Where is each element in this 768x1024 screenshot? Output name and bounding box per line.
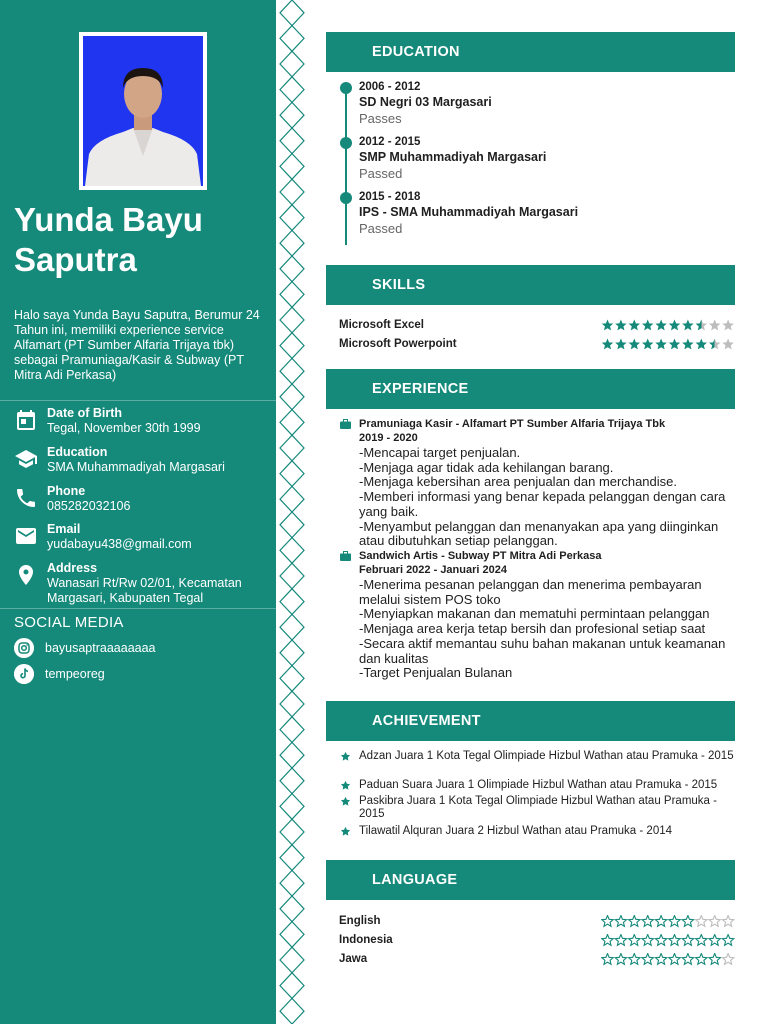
rating-star-icon (602, 320, 613, 331)
education-years: 2012 - 2015 (359, 136, 421, 148)
language-rating-stars (601, 934, 735, 947)
duty-item: -Menerima pesanan pelanggan dan menerima pembayaran melalui sistem POS toko (359, 577, 702, 607)
photo-background (83, 36, 203, 186)
language-rating-stars (601, 915, 735, 928)
social-handle: bayusaptraaaaaaaa (45, 641, 156, 655)
duty-item: -Menjaga agar tidak ada kehilangan barang. (359, 459, 614, 475)
experience-period: 2019 - 2020 (359, 432, 418, 444)
duty-item: -Menyambut pelanggan dan menanyakan apa yang diinginkan atau dibutuhkan setiap pelanggan. (359, 518, 719, 549)
diamond-border-decoration (276, 0, 308, 1024)
rating-star-icon (722, 916, 733, 927)
rating-star-icon (696, 339, 707, 350)
rating-star-icon (682, 916, 693, 927)
contact-label: Phone (47, 484, 86, 498)
rating-star-icon (655, 916, 666, 927)
skills-title: SKILLS (372, 277, 426, 293)
achievement-text: Paduan Suara Juara 1 Olimpiade Hizbul Wathan atau Pramuka - 2015 (359, 779, 718, 791)
contact-label: Education (47, 445, 108, 459)
diamond-shape (280, 563, 304, 589)
sidebar (0, 0, 276, 1024)
diamond-shape (280, 128, 304, 154)
profile-name: Yunda Bayu Saputra (14, 201, 203, 278)
diamond-shape (280, 358, 304, 384)
rating-star-icon (642, 916, 653, 927)
language-row (339, 934, 735, 950)
rating-star-icon (669, 954, 680, 965)
contact-label: Email (47, 522, 81, 536)
contact-label: Address (47, 561, 98, 575)
diamond-shape (280, 486, 304, 512)
rating-star-icon (709, 935, 720, 946)
rating-star-icon (709, 954, 720, 965)
diamond-shape (280, 384, 304, 410)
education-school: IPS - SMA Muhammadiyah Margasari (359, 205, 579, 219)
diamond-shape (280, 870, 304, 896)
rating-star-icon (615, 954, 626, 965)
diamond-shape (280, 77, 304, 103)
diamond-shape (280, 794, 304, 820)
diamond-shape (280, 845, 304, 871)
education-years: 2006 - 2012 (359, 81, 421, 93)
rating-star-icon (682, 954, 693, 965)
star-bullet-icon (340, 780, 351, 791)
star-bullet-icon (340, 751, 351, 762)
rating-star-icon (696, 916, 707, 927)
diamond-shape (280, 614, 304, 640)
contact-value[interactable]: 085282032106 (47, 499, 131, 513)
education-title: EDUCATION (372, 44, 460, 60)
diamond-shape (280, 742, 304, 768)
rating-star-icon (722, 935, 733, 946)
language-row (339, 953, 735, 969)
diamond-shape (280, 896, 304, 922)
rating-star-icon (696, 954, 707, 965)
rating-star-icon (722, 954, 733, 965)
rating-star-icon (602, 916, 613, 927)
contact-value: Tegal, November 30th 1999 (47, 421, 201, 435)
rating-star-icon (615, 320, 626, 331)
star-bullet-icon (340, 826, 351, 837)
duty-item: -Target Penjualan Bulanan (359, 665, 513, 681)
contact-value: SMA Muhammadiyah Margasari (47, 460, 225, 474)
rating-star-icon (722, 339, 733, 350)
rating-star-icon (709, 916, 720, 927)
diamond-shape (280, 435, 304, 461)
diamond-shape (280, 998, 304, 1024)
timeline-dot-icon (340, 192, 352, 204)
language-rating-stars (601, 953, 735, 966)
duty-item: -Menjaga kebersihan area penjualan dan merchandise. (359, 474, 677, 490)
rating-star-icon (642, 320, 653, 331)
location-pin-icon (14, 563, 38, 587)
education-years: 2015 - 2018 (359, 191, 421, 203)
briefcase-icon (340, 419, 351, 429)
diamond-shape (280, 0, 304, 26)
achievement-title: ACHIEVEMENT (372, 713, 481, 729)
achievement-header (326, 701, 735, 741)
contact-value: Wanasari Rt/Rw 02/01, Kecamatan Margasari, Kabupaten Tegal (47, 576, 242, 605)
divider (0, 400, 276, 401)
rating-star-icon (629, 935, 640, 946)
skills-header (326, 265, 735, 305)
rating-star-icon (642, 339, 653, 350)
language-name: Indonesia (339, 934, 393, 946)
education-school: SD Negri 03 Margasari (359, 95, 492, 109)
diamond-shape (280, 102, 304, 128)
rating-star-icon (696, 320, 707, 331)
mail-icon (14, 524, 38, 548)
education-status: Passed (359, 221, 403, 236)
diamond-shape (280, 256, 304, 282)
language-header (326, 860, 735, 900)
diamond-shape (280, 26, 304, 52)
diamond-shape (280, 819, 304, 845)
diamond-shape (280, 538, 304, 564)
achievement-text: Tilawatil Alquran Juara 2 Hizbul Wathan atau Pramuka - 2014 (359, 825, 673, 837)
rating-star-icon (709, 320, 720, 331)
contact-label: Date of Birth (47, 406, 122, 420)
diamond-shape (280, 947, 304, 973)
rating-star-icon (602, 339, 613, 350)
duty-item: -Secara aktif memantau suhu bahan makanan untuk keamanan dan kualitas (359, 635, 726, 666)
duty-list (359, 446, 737, 549)
social-instagram[interactable] (14, 638, 264, 658)
rating-star-icon (655, 954, 666, 965)
diamond-shape (280, 666, 304, 692)
rating-star-icon (696, 935, 707, 946)
diamond-shape (280, 691, 304, 717)
experience-title: Sandwich Artis - Subway PT Mitra Adi Perkasa (359, 550, 602, 562)
rating-star-icon (655, 935, 666, 946)
diamond-shape (280, 51, 304, 77)
star-bullet-icon (340, 796, 351, 807)
diamond-shape (280, 333, 304, 359)
achievement-text: Adzan Juara 1 Kota Tegal Olimpiade Hizbul Wathan atau Pramuka - 2015 (359, 750, 734, 762)
rating-star-icon (682, 339, 693, 350)
rating-star-icon (629, 320, 640, 331)
profile-photo (79, 32, 207, 190)
diamond-shape (280, 154, 304, 180)
rating-star-icon (655, 339, 666, 350)
language-name: Jawa (339, 953, 368, 965)
skill-rating-stars (601, 319, 735, 332)
rating-star-icon (682, 935, 693, 946)
rating-star-icon (709, 339, 720, 350)
briefcase-icon (340, 551, 351, 561)
rating-star-icon (615, 935, 626, 946)
diamond-shape (280, 717, 304, 743)
experience-title: Pramuniaga Kasir - Alfamart PT Sumber Alfaria Trijaya Tbk (359, 418, 666, 430)
rating-star-icon (642, 954, 653, 965)
tiktok-icon (14, 664, 34, 684)
social-tiktok[interactable] (14, 664, 264, 684)
contact-value[interactable]: yudabayu438@gmail.com (47, 537, 192, 551)
education-timeline-line (345, 87, 347, 245)
graduation-cap-icon (14, 447, 38, 471)
duty-item: -Mencapai target penjualan. (359, 445, 521, 460)
diamond-shape (280, 922, 304, 948)
diamond-shape (280, 512, 304, 538)
profile-summary: Halo saya Yunda Bayu Saputra, Berumur 24 Tahun ini, memiliki experience service Alfamart (PT Sumber Alfaria Trijaya tbk) sebagai Pramuniaga/Kasir & Subway (PT Mitra Adi Perkasa) (14, 308, 260, 382)
rating-star-icon (669, 916, 680, 927)
skill-name: Microsoft Excel (339, 319, 424, 331)
timeline-dot-icon (340, 82, 352, 94)
language-row (339, 915, 735, 931)
social-media-title: SOCIAL MEDIA (14, 614, 124, 631)
duty-list (359, 578, 737, 681)
diamond-shape (280, 230, 304, 256)
person-silhouette-icon (83, 36, 203, 186)
education-status: Passed (359, 166, 403, 181)
skill-rating-stars (601, 338, 735, 351)
diamond-shape (280, 307, 304, 333)
diamond-shape (280, 640, 304, 666)
rating-star-icon (615, 339, 626, 350)
phone-icon (14, 486, 38, 510)
language-title: LANGUAGE (372, 872, 458, 888)
rating-star-icon (602, 935, 613, 946)
diamond-shape (280, 410, 304, 436)
diamond-shape (280, 589, 304, 615)
education-school: SMP Muhammadiyah Margasari (359, 150, 547, 164)
diamond-shape (280, 282, 304, 308)
duty-item: -Memberi informasi yang benar kepada pelanggan dengan cara yang baik. (359, 489, 726, 519)
rating-star-icon (669, 935, 680, 946)
rating-star-icon (629, 339, 640, 350)
rating-star-icon (629, 954, 640, 965)
experience-header (326, 369, 735, 409)
social-handle: tempeoreg (45, 667, 105, 681)
skill-row (339, 338, 735, 354)
education-header (326, 32, 735, 72)
experience-title: EXPERIENCE (372, 381, 469, 397)
achievement-text: Paskibra Juara 1 Kota Tegal Olimpiade Hizbul Wathan atau Pramuka - 2015 (359, 795, 717, 820)
rating-star-icon (682, 320, 693, 331)
rating-star-icon (655, 320, 666, 331)
rating-star-icon (629, 916, 640, 927)
rating-star-icon (615, 916, 626, 927)
rating-star-icon (669, 339, 680, 350)
rating-star-icon (602, 954, 613, 965)
diamond-shape (280, 205, 304, 231)
diamond-shape (280, 461, 304, 487)
timeline-dot-icon (340, 137, 352, 149)
instagram-icon (14, 638, 34, 658)
calendar-icon (14, 408, 38, 432)
diamond-shape (280, 973, 304, 999)
skill-row (339, 319, 735, 335)
duty-item: -Menyiapkan makanan dan mematuhi permintaan pelanggan (359, 606, 710, 622)
duty-item: -Menjaga area kerja tetap bersih dan profesional setiap saat (359, 621, 706, 637)
education-status: Passes (359, 111, 402, 126)
language-name: English (339, 915, 381, 927)
rating-star-icon (722, 320, 733, 331)
diamond-shape (280, 179, 304, 205)
diamond-shape (280, 768, 304, 794)
divider (0, 608, 276, 609)
skill-name: Microsoft Powerpoint (339, 338, 457, 350)
rating-star-icon (642, 935, 653, 946)
rating-star-icon (669, 320, 680, 331)
experience-period: Februari 2022 - Januari 2024 (359, 564, 507, 576)
